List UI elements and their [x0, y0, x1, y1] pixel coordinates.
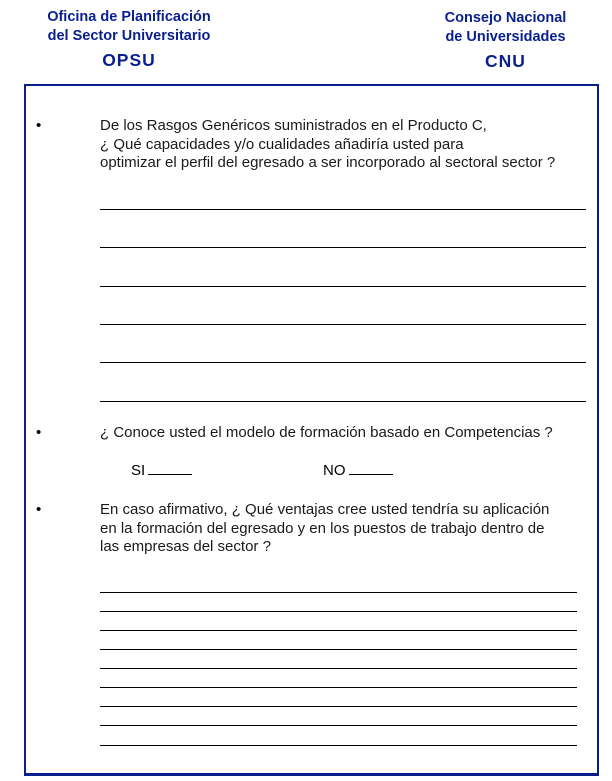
question-1-line: optimizar el perfil del egresado a ser incorporado al sectoral sector ?	[100, 154, 556, 171]
header-cnu-acronym: CNU	[485, 51, 526, 71]
bullet-q2: •	[36, 424, 42, 441]
bullet-q3: •	[36, 501, 42, 518]
answer-line-q3[interactable]	[100, 592, 577, 593]
question-3	[100, 501, 592, 557]
answer-line-q3[interactable]	[100, 630, 577, 631]
header-cnu	[418, 9, 593, 72]
answer-line-q1[interactable]	[100, 362, 586, 363]
option-no-blank[interactable]	[349, 460, 393, 475]
answer-line-q1[interactable]	[100, 247, 586, 248]
header-opsu	[20, 8, 238, 71]
question-1-line: De los Rasgos Genéricos suministrados en el Producto C,	[100, 117, 487, 134]
answer-line-q3[interactable]	[100, 668, 577, 669]
option-si-blank[interactable]	[148, 460, 192, 475]
option-no-label: NO	[323, 462, 346, 479]
answer-line-q1[interactable]	[100, 401, 586, 402]
answer-line-q3[interactable]	[100, 687, 577, 688]
option-no[interactable]	[323, 460, 393, 479]
header-opsu-line1: Oficina de Planificación	[47, 9, 211, 25]
question-2	[100, 424, 592, 443]
question-2-line: ¿ Conoce usted el modelo de formación basado en Competencias ?	[100, 424, 553, 441]
option-si-label: SI	[131, 462, 146, 479]
option-si[interactable]	[131, 460, 192, 479]
answer-line-q3[interactable]	[100, 725, 577, 726]
header-opsu-acronym: OPSU	[102, 50, 156, 70]
header-cnu-line1: Consejo Nacional	[444, 10, 567, 26]
question-1	[100, 117, 592, 173]
bullet-q1: •	[36, 117, 42, 134]
answer-line-q1[interactable]	[100, 286, 586, 287]
answer-line-q3[interactable]	[100, 745, 577, 746]
question-3-line: las empresas del sector ?	[100, 538, 271, 555]
question-3-line: En caso afirmativo, ¿ Qué ventajas cree usted tendría su aplicación	[100, 501, 550, 518]
answer-line-q3[interactable]	[100, 706, 577, 707]
answer-line-q1[interactable]	[100, 324, 586, 325]
header-opsu-line2: del Sector Universitario	[47, 28, 211, 44]
header-cnu-line2: de Universidades	[445, 29, 566, 45]
answer-line-q3[interactable]	[100, 611, 577, 612]
answer-line-q1[interactable]	[100, 209, 586, 210]
question-1-line: ¿ Qué capacidades y/o cualidades añadiría usted para	[100, 135, 464, 153]
question-3-line: en la formación del egresado y en los puestos de trabajo dentro de	[100, 519, 545, 537]
answer-line-q3[interactable]	[100, 649, 577, 650]
